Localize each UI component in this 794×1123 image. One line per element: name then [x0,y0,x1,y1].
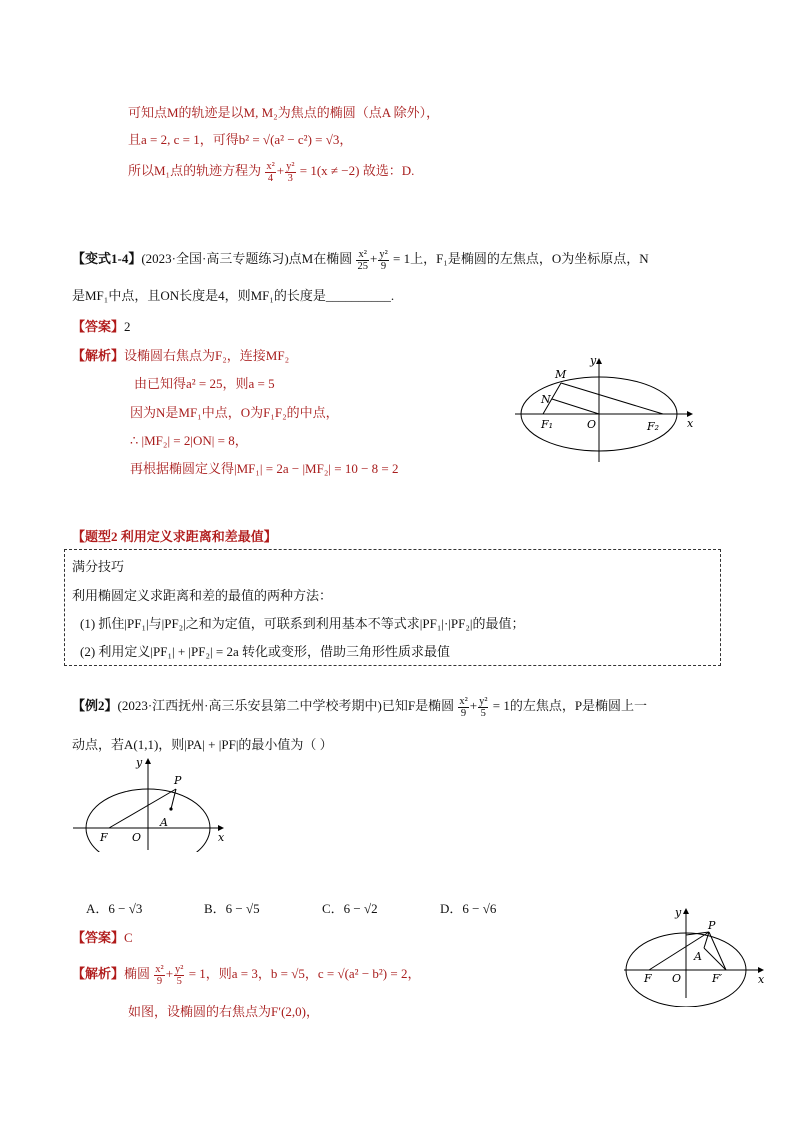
tips-title: 满分技巧 [72,559,125,574]
analysis-line: 因为N是MF₁中点，O为F₁F₂的中点， [130,405,339,420]
label-O: O [672,972,682,985]
label-M: M [555,368,567,381]
question-line: 【例2】(2023·江西抚州·高三乐安县第二中学校考期中)已知F是椭圆 $\frac{\text{x²}}{9}$ + $\frac{\text{y²}}{5}$ = 1的左焦点，P是椭圆上一 [72,695,648,719]
ellipse-figure-1 [505,352,705,467]
analysis-line: 【解析】设椭圆右焦点为F₂，连接MF₂ [72,348,290,363]
label-F: F [644,972,652,985]
text-line: 可知点M的轨迹是以M, M₂为焦点的椭圆（点A 除外）， [128,105,440,120]
label-F2: F₂ [647,420,660,433]
label-P: P [708,919,716,932]
label-A: A [694,950,702,963]
section-header: 【题型2 利用定义求距离和差最值】 [72,529,277,544]
label-F1: F₁ [541,418,554,431]
label-F: F [100,831,108,844]
analysis-line: 再根据椭圆定义得|MF₁| = 2a − |MF₂| = 10 − 8 = 2 [130,461,399,476]
label-O: O [587,418,597,431]
label-x: x [218,831,225,844]
analysis-line: 【解析】椭圆 $\frac{\text{x²}}{9}$ + $\frac{\text{y²}}{5}$ = 1，则a = 3，b = √5，c = √(a² − b²) = 2， [72,963,421,987]
label-A: A [160,816,168,829]
answer-line: 【答案】C [72,930,133,945]
label-y: y [136,756,143,769]
analysis-line: ∴ |MF₂| = 2|ON| = 8， [130,433,248,448]
label-x: x [758,973,765,986]
text-line: 且a = 2, c = 1，可得b² = √(a² − c²) = √3， [128,132,353,147]
tips-line: 利用椭圆定义求距离和差的最值的两种方法： [72,588,333,603]
label-P: P [174,774,182,787]
text-line: 所以M₁点的轨迹方程为 $\frac{\text{x²}}{4}$ + $\frac{\text{y²}}{3}$ = 1(x ≠ −2) 故选：D. [128,160,415,184]
question-line: 动点，若A(1,1)，则|PA| + |PF|的最小值为（ ） [72,737,333,752]
analysis-line: 如图，设椭圆的右焦点为F′(2,0)， [128,1004,319,1019]
question-line: 【变式1-4】(2023·全国·高三专题练习)点M在椭圆 $\frac{\text{x²}}{25}$ + $\frac{\text{y²}}{9}$ = 1上，F₁是椭圆的左焦点，O为坐标原点，N [72,248,649,272]
ellipse-figure-2 [68,752,238,852]
label-O: O [132,831,142,844]
label-N: N [541,393,551,406]
label-F-prime: F′ [712,972,723,985]
analysis-line: 由已知得a² = 25，则a = 5 [134,376,275,391]
question-line: 是MF₁中点，且ON长度是4，则MF₁的长度是__________. [72,288,395,303]
option-d[interactable]: D．6 − √6 [440,901,497,916]
tips-line: (1) 抓住|PF₁|与|PF₂|之和为定值，可联系到利用基本不等式求|PF₁|·|PF₂|的最值； [80,616,525,631]
tips-line: (2) 利用定义|PF₁| + |PF₂| = 2a 转化或变形，借助三角形性质求最值 [80,644,450,659]
option-a[interactable]: A．6 − √3 [86,901,143,916]
label-y: y [590,354,597,367]
label-x: x [687,417,694,430]
label-y: y [675,906,682,919]
option-c[interactable]: C．6 − √2 [322,901,378,916]
option-b[interactable]: B．6 − √5 [204,901,260,916]
ellipse-figure-3 [616,902,776,1007]
answer-line: 【答案】2 [72,319,131,334]
